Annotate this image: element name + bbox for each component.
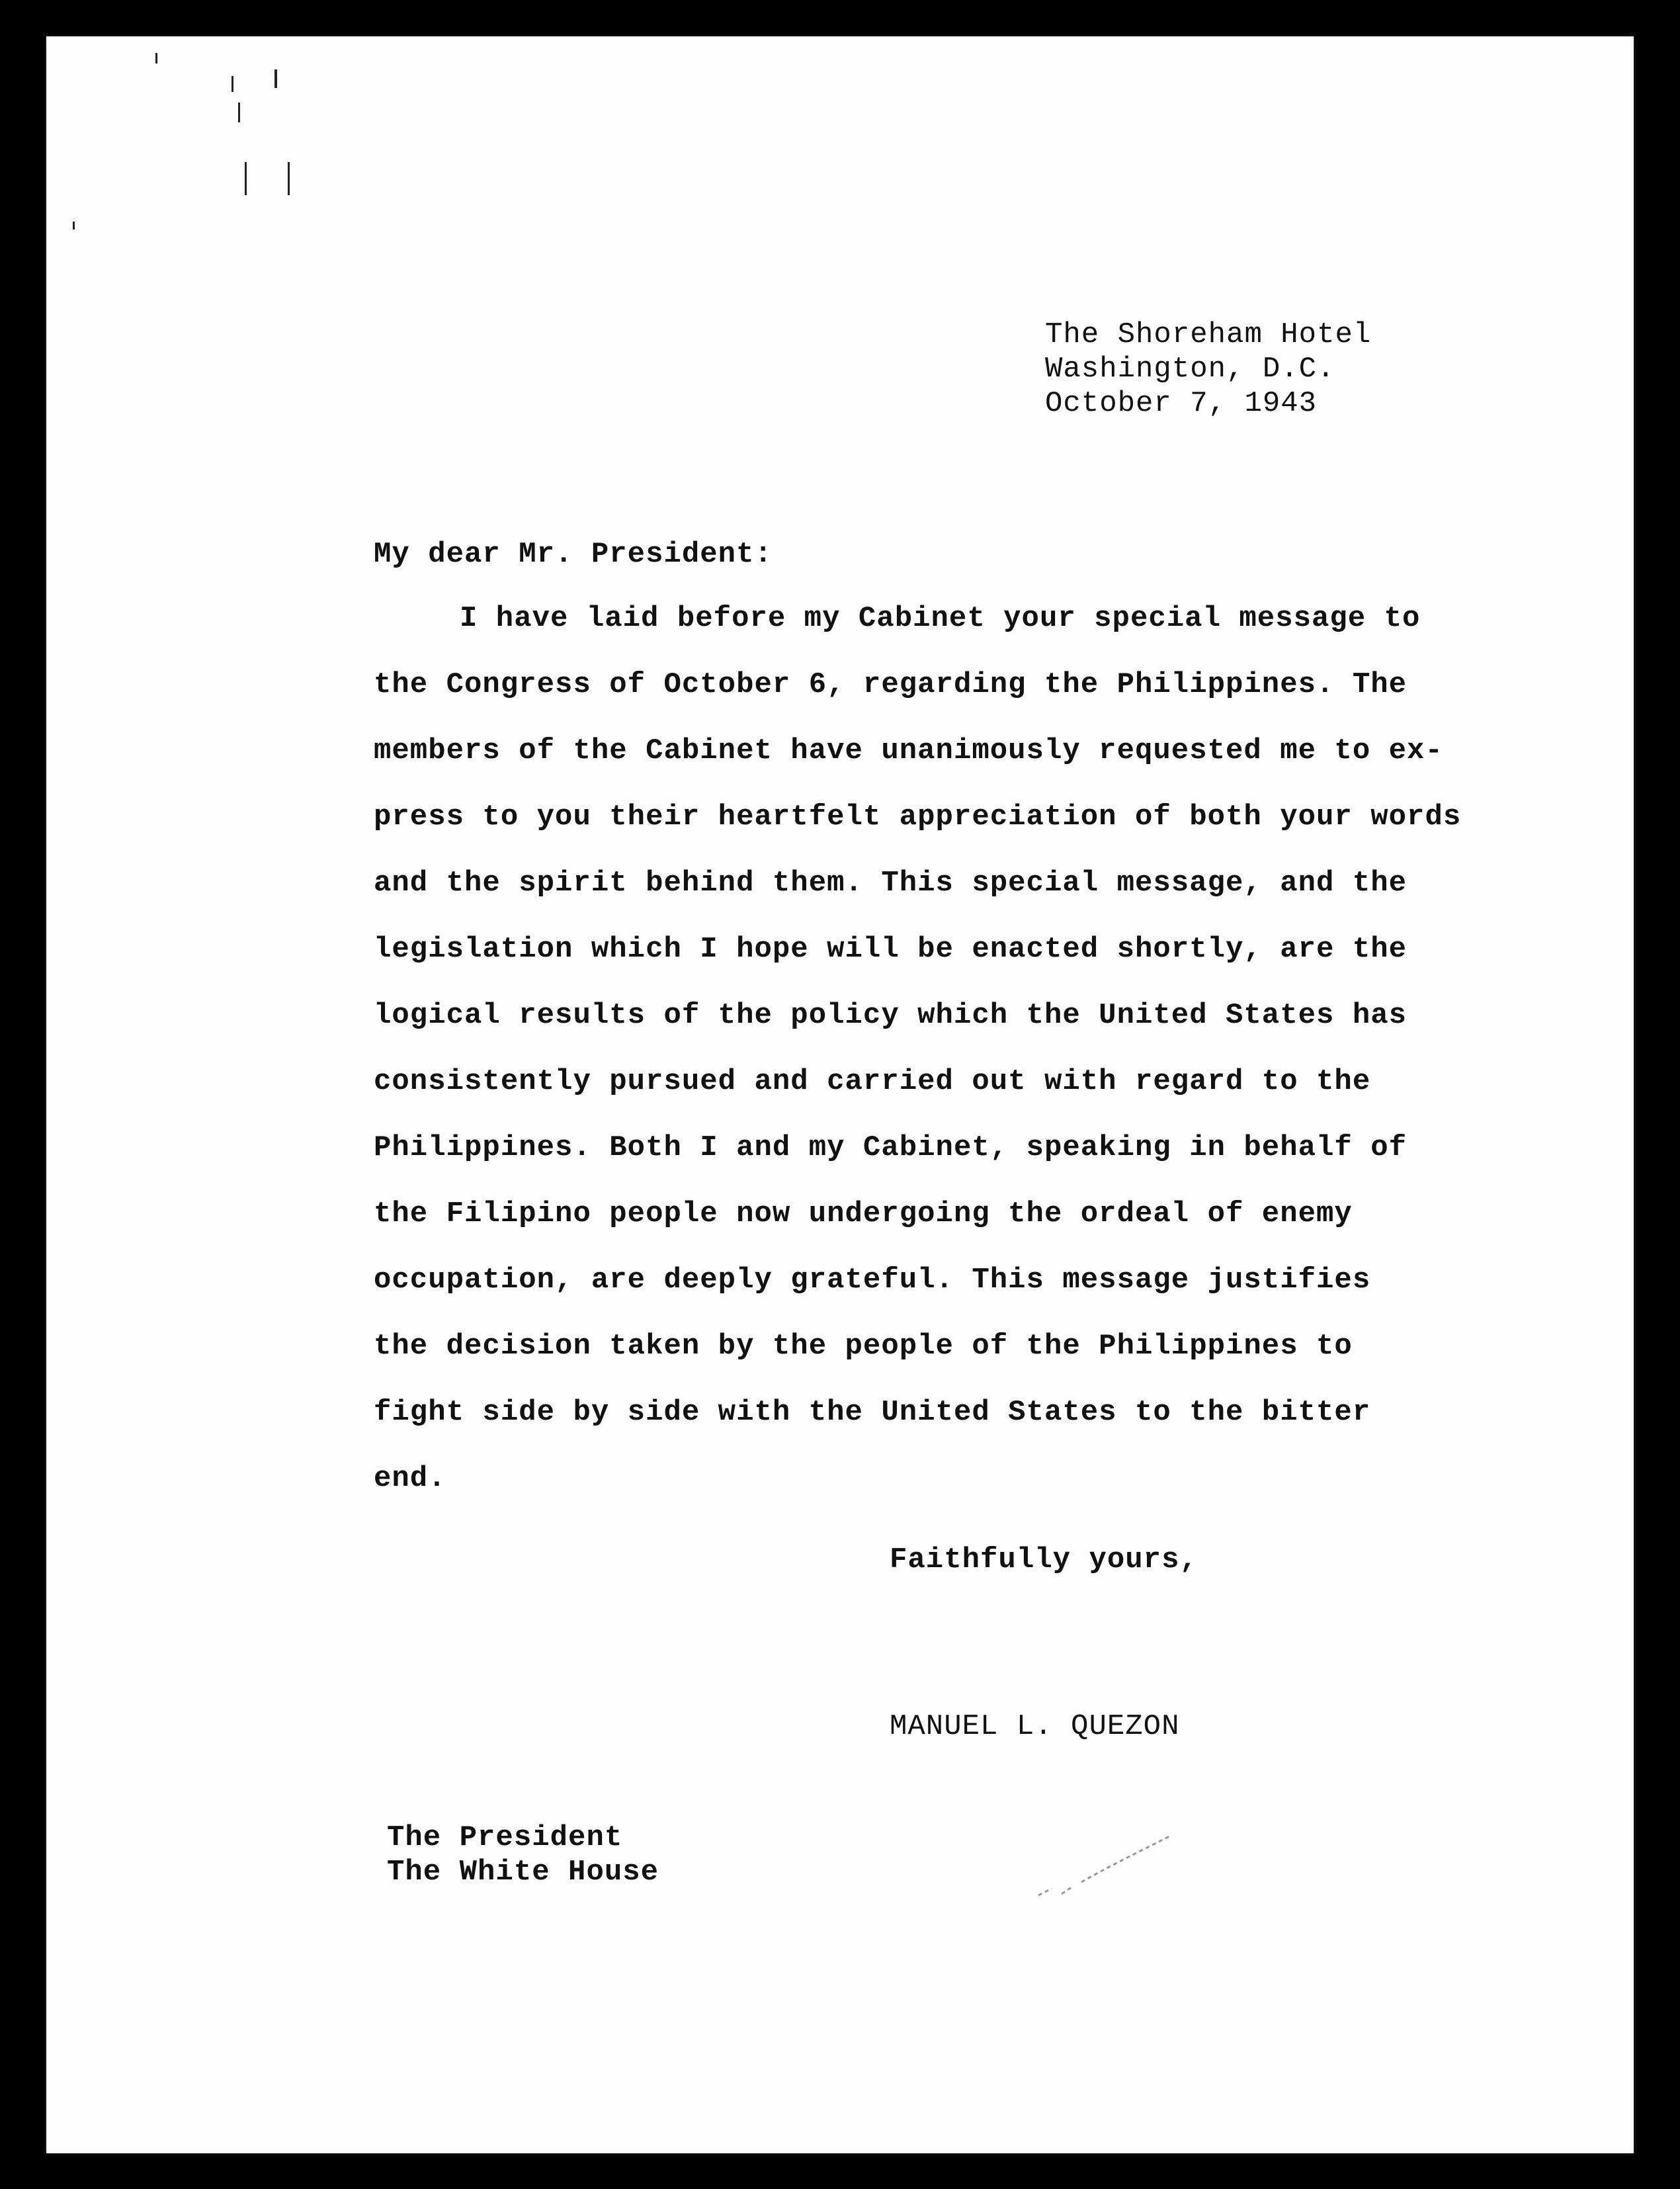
scan-mark bbox=[231, 76, 233, 92]
body-line: consistently pursued and carried out with regard to the bbox=[374, 1065, 1371, 1098]
body-line: occupation, are deeply grateful. This message justifies bbox=[374, 1264, 1371, 1297]
letterhead-city: Washington, D.C. bbox=[1045, 353, 1335, 386]
body-line: and the spirit behind them. This special message, and the bbox=[374, 867, 1407, 900]
scan-mark bbox=[73, 222, 75, 230]
scan-mark bbox=[238, 103, 240, 122]
letterhead bbox=[1045, 318, 1371, 421]
body-line: Philippines. Both I and my Cabinet, speaking in behalf of bbox=[374, 1131, 1407, 1164]
body-line: fight side by side with the United States to the bitter bbox=[374, 1396, 1371, 1429]
signer-name: MANUEL L. QUEZON bbox=[890, 1710, 1180, 1743]
signature-trace bbox=[1025, 1816, 1197, 1909]
body-line: I have laid before my Cabinet your special message to bbox=[460, 602, 1421, 635]
body-line: logical results of the policy which the United States has bbox=[374, 999, 1407, 1032]
scan-mark bbox=[245, 162, 247, 195]
body-line: end. bbox=[374, 1462, 446, 1495]
salutation: My dear Mr. President: bbox=[374, 538, 773, 571]
recipient-block bbox=[387, 1821, 659, 1889]
body-line: legislation which I hope will be enacted shortly, are the bbox=[374, 933, 1407, 966]
recipient-title: The President bbox=[387, 1821, 623, 1854]
body-line: the decision taken by the people of the Philippines to bbox=[374, 1330, 1353, 1363]
scan-mark bbox=[288, 162, 290, 195]
scan-mark bbox=[155, 53, 157, 64]
body-line: members of the Cabinet have unanimously requested me to ex- bbox=[374, 734, 1443, 767]
body-line: the Filipino people now undergoing the ordeal of enemy bbox=[374, 1197, 1353, 1230]
body-line: press to you their heartfelt appreciation of both your words bbox=[374, 800, 1462, 834]
letter-date: October 7, 1943 bbox=[1045, 387, 1318, 420]
closing: Faithfully yours, bbox=[890, 1543, 1198, 1576]
letterhead-place: The Shoreham Hotel bbox=[1045, 318, 1372, 351]
body-line: the Congress of October 6, regarding the Philippines. The bbox=[374, 668, 1407, 701]
recipient-address: The White House bbox=[387, 1856, 659, 1889]
letter-page bbox=[46, 36, 1634, 2153]
scan-mark bbox=[274, 69, 277, 88]
